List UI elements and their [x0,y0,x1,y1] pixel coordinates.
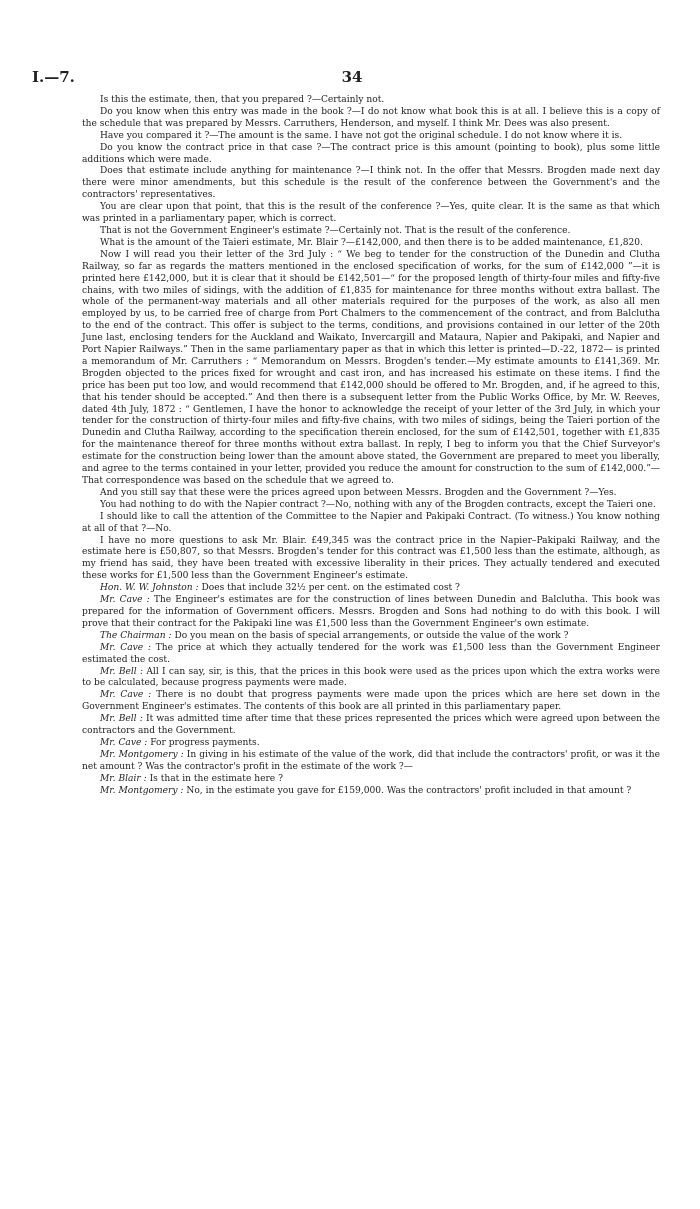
paragraph [82,95,660,107]
paragraph [82,250,660,488]
paragraph-text: That is not the Government Engineer's estimate ?—Certainly not. That is the result of the conference. [100,225,571,236]
paragraph-text: You are clear upon that point, that this is the result of the conference ?—Yes, quite clear. It is the same as that which was printed in a parliamentary paper, which is correct. [82,202,660,225]
paragraph [82,536,660,584]
speaker-name: Mr. Bell : [100,666,144,677]
speaker-name: Mr. Bell : [100,714,143,725]
speaker-name: Mr. Cave : [100,595,150,606]
paragraph-text: Do you know when this entry was made in the book ?—I do not know what book this is at all. I believe this is a copy of the schedule that was prepared by Messrs. Carruthers, Henderson, and myself. I think Mr. Dees was also present. [82,106,660,129]
speaker-name: Mr. Montgomery : [100,785,184,796]
paragraph [82,667,660,691]
paragraph-text: Now I will read you their letter of the 3rd July : “ We beg to tender for the construction of the Dunedin and Clutha Railway, so far as regards the matters mentioned in the enclosed specification of works, for the sum of £142,000 ”—it is printed here £142,000, but it is clear that it should be £142,501—“ for the proposed length of thirty-four miles and fifty-five chains, with two miles of sidings, with the addition of £1,835 for maintenance for three months without extra ballast. The whole of the permanent-way materials and all other materials required for the purposes of the work, as also all men employed by us, to be carried free of charge from Port Chalmers to the commencement of the contract, and from Balclutha to the end of the contract. This offer is subject to the terms, conditions, and provisions contained in our letter of the 20th June last, enclosing tenders for the Auckland and Waikato, Invercargill and Mataura, Napier and Pakipaki, and Napier and Port Napier Railways.” Then in the same parliamentary paper as that in which this letter is printed—D.-22, 1872— is printed a memorandum of Mr. Carruthers : “ Memorandum on Messrs. Brogden's tender.—My estimate amounts to £141,369. Mr. Brogden objected to the prices fixed for wrought and cast iron, and has increased his estimate on these items. I find the price has been put too low, and would recommend that £142,000 should be offered to Mr. Brogden, and, if he agreed to this, that his tender should be accepted.” And then there is a subsequent letter from the Public Works Office, by Mr. W. Reeves, dated 4th July, 1872 : “ Gentlemen, I have the honor to acknowledge the receipt of your letter of the 3rd July, in which your tender for the construction of thirty-four miles and fifty-five chains, with two miles of sidings, being the Taieri portion of the Dunedin and Clutha Railway, according to the specification therein enclosed, for the sum of £142,501, together with £1,835 for the maintenance thereof for three months without extra ballast. In reply, I beg to inform you that the Chief Surveyor's estimate for the construction being lower than the amount above stated, the Government are prepared to meet you liberally, and agree to the terms contained in your letter, provided you reduce the amount for construction to the sum of £142,000.”—That correspondence was based on the schedule that we agreed to. [82,249,660,486]
speaker-name: Mr. Cave : [100,737,148,748]
page-number: 34 [341,68,363,86]
paragraph-text: And you still say that these were the prices agreed upon between Messrs. Brogden and the Government ?—Yes. [100,487,617,498]
paragraph-text: There is no doubt that progress payments were made upon the prices which are here set down in the Government Engineer's estimates. The contents of this book are all printed in this parliamentary paper. [82,690,660,713]
paragraph [82,714,660,738]
paragraph [82,143,660,167]
paragraph-text: All I can say, sir, is this, that the prices in this book were used as the prices upon which the extra works were to be calculated, because progress payments were made. [82,666,660,689]
paragraph-text: It was admitted time after time that these prices represented the prices which were agreed upon between the contractors and the Government. [82,714,660,737]
paragraph [82,643,660,667]
speaker-name: The Chairman : [100,630,172,641]
paragraph-text: You had nothing to do with the Napier contract ?—No, nothing with any of the Brogden contracts, except the Taieri one. [100,499,656,510]
paragraph-text: In giving in his estimate of the value of the work, did that include the contractors' profit, or was it the net amount ? Was the contractor's profit in the estimate of the work ?— [82,749,660,772]
paragraph [82,166,660,202]
paragraph-text: Do you know the contract price in that case ?—The contract price is this amount (pointing to book), plus some little additions which were made. [82,142,660,165]
paragraph-text: I should like to call the attention of the Committee to the Napier and Pakipaki Contract. (To witness.) You know nothing at all of that ?—No. [82,511,660,534]
paragraph [82,107,660,131]
paragraph-text: For progress payments. [147,737,260,748]
paragraph [82,786,660,798]
paragraph [82,202,660,226]
paragraph [82,595,660,631]
paragraph-text: Does that include 32½ per cent. on the estimated cost ? [198,583,460,594]
paragraph-text: Have you compared it ?—The amount is the same. I have not got the original schedule. I do not know where it is. [100,130,623,141]
paragraph-text: Is that in the estimate here ? [146,773,283,784]
speaker-name: Hon. W. W. Johnston : [100,583,199,594]
paragraph [82,583,660,595]
paragraph-text: No, in the estimate you gave for £159,000. Was the contractors' profit included in that amount ? [183,785,632,796]
paragraph [82,238,660,250]
paragraph-text: Do you mean on the basis of special arrangements, or outside the value of the work ? [171,630,569,641]
paragraph [82,226,660,238]
paragraph-text: What is the amount of the Taieri estimate, Mr. Blair ?—£142,000, and then there is to be added maintenance, £1,820. [100,237,643,248]
paragraph [82,131,660,143]
speaker-name: Mr. Blair : [100,773,147,784]
paragraph [82,488,660,500]
paragraph-text: Does that estimate include anything for maintenance ?—I think not. In the offer that Messrs. Brogden made next day there were minor amendments, but this schedule is the result of the conference between the Government's and the contractors' representatives. [82,166,660,201]
paragraph-text: Is this the estimate, then, that you prepared ?—Certainly not. [100,95,385,105]
speaker-name: Mr. Montgomery : [100,749,184,760]
speaker-name: Mr. Cave : [100,642,151,653]
document-body [82,95,660,797]
page-header [32,68,672,90]
document-reference: I.—7. [32,68,75,86]
paragraph-text: I have no more questions to ask Mr. Blair. £49,345 was the contract price in the Napier–Pakipaki Railway, and the estimate here is £50,807, so that Messrs. Brogden's tender for this contract was £1,500 less than the estimate, although, as my friend has said, they have been treated with excessive liberality in their prices. They actually tendered and executed these works for £1,500 less than the Government Engineer's estimate. [82,535,660,582]
speaker-name: Mr. Cave : [100,690,152,701]
paragraph [82,750,660,774]
paragraph [82,500,660,512]
paragraph [82,631,660,643]
paragraph [82,512,660,536]
paragraph [82,738,660,750]
paragraph [82,690,660,714]
paragraph-text: The Engineer's estimates are for the construction of lines between Dunedin and Balclutha. This book was prepared for the information of Government officers. Messrs. Brogden and Sons had nothing to do with this book. I will prove that their contract for the Pakipaki line was £1,500 less than the Government Engineer's own estimate. [82,595,661,629]
paragraph [82,774,660,786]
paragraph-text: The price at which they actually tendered for the work was £1,500 less than the Government Engineer estimated the cost. [82,642,661,665]
